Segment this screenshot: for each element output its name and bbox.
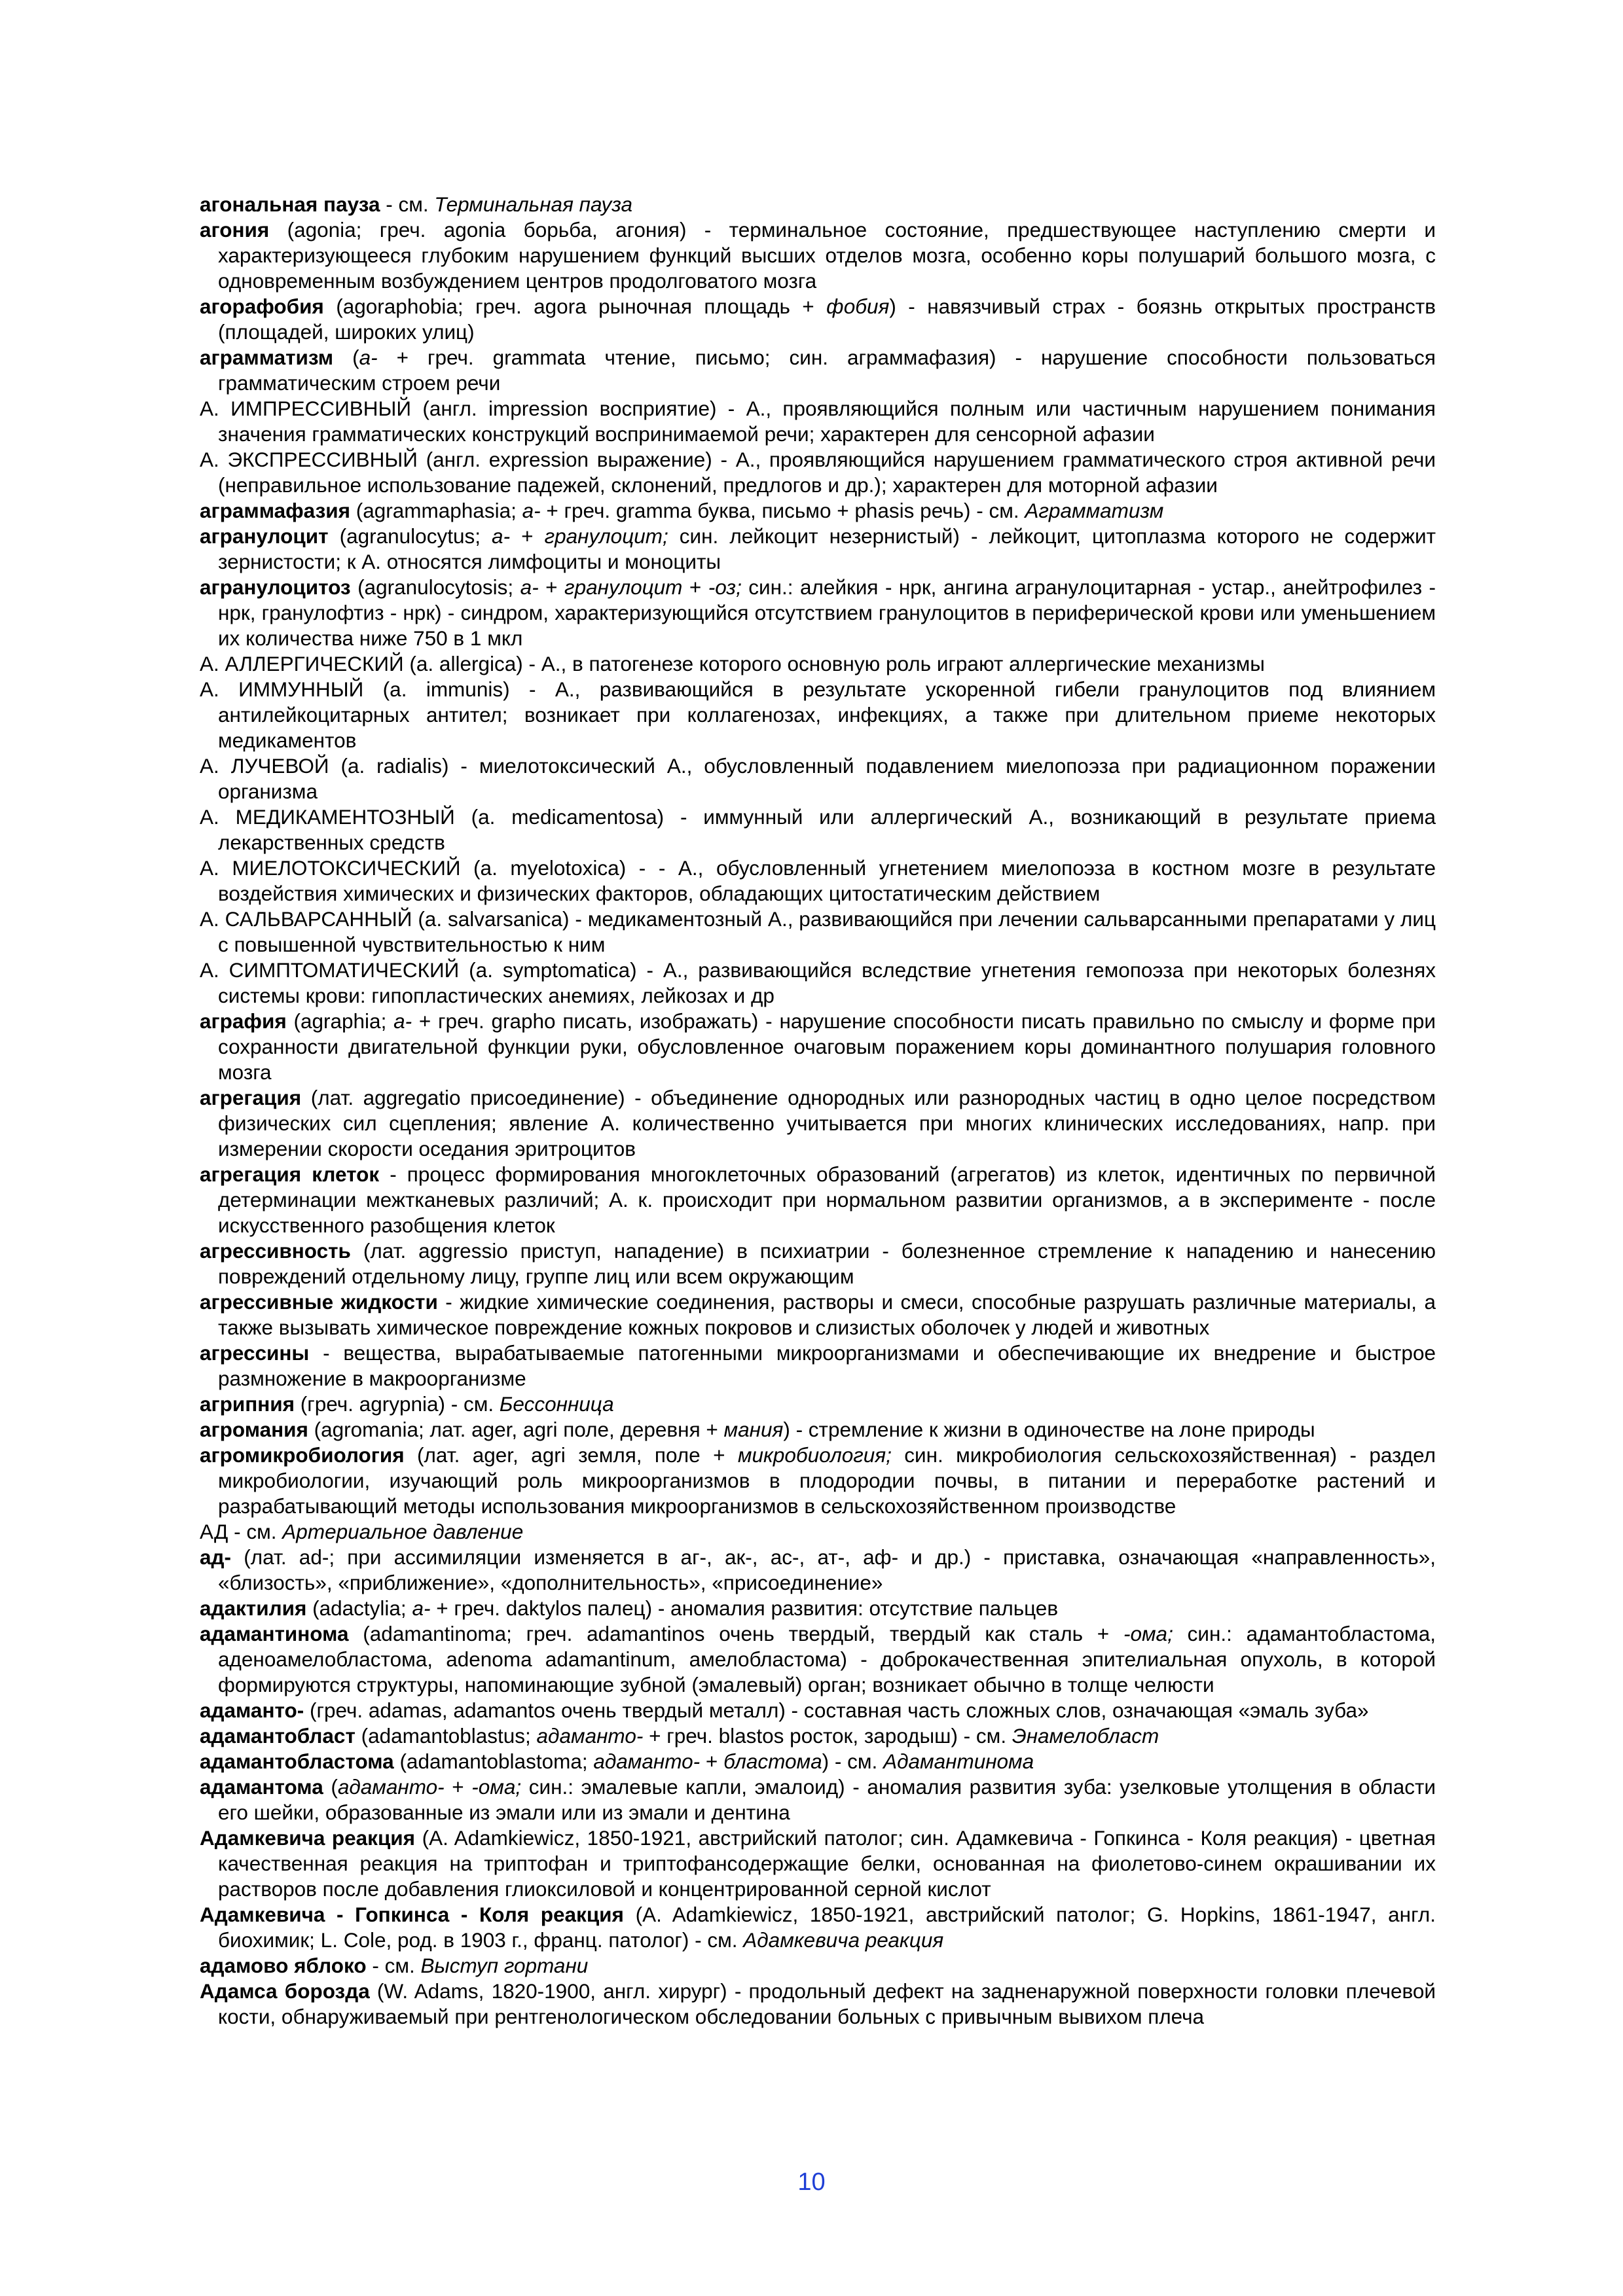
entry-reference: а- <box>522 499 541 522</box>
entry-reference: Выступ гортани <box>420 1954 589 1977</box>
entry-text: (лат. aggressio приступ, нападение) в психиатрии - болезненное стремление к нападению и нанесению повреждений отдельному лицу, группе лиц или всем окружающим <box>218 1239 1436 1288</box>
entry-text: - вещества, вырабатываемые патогенными микроорганизмами и обеспечивающие их внедрение и быстрое размножение в макроорганизме <box>218 1341 1436 1390</box>
entry-reference: адаманто- <box>337 1775 445 1799</box>
entry-text: ( <box>333 346 359 369</box>
entry-text: - см. <box>380 192 435 216</box>
entry-term: адамантинома <box>200 1622 349 1645</box>
dictionary-entry <box>200 958 1436 1009</box>
entry-term: аграфия <box>200 1009 287 1033</box>
entry-text: + <box>444 1775 472 1799</box>
entry-term: Адамкевича - Гопкинса - Коля реакция <box>200 1903 624 1926</box>
dictionary-entry <box>200 651 1436 677</box>
entry-text: син.: алейкия - нрк, ангина агранулоцитарная - устар., анейтрофилез - нрк, гранулофтиз - нрк) - синдром, характеризующийся отсутствием гранулоцитов в периферической крови или уменьшением их количества ниже 750 в 1 мкл <box>218 575 1436 650</box>
dictionary-entries <box>200 192 1436 2030</box>
entry-reference: Адамантинома <box>883 1749 1034 1773</box>
entry-text: + <box>538 575 565 599</box>
entry-reference: а- <box>393 1009 412 1033</box>
entry-text: ) - навязчивый страх - боязнь открытых пространств (площадей, широких улиц) <box>218 295 1436 344</box>
dictionary-entry <box>200 677 1436 753</box>
dictionary-entry <box>200 906 1436 958</box>
entry-text: ) - стремление к жизни в одиночестве на лоне природы <box>783 1418 1315 1441</box>
dictionary-entry <box>200 1621 1436 1698</box>
entry-text: + греч. blastos росток, зародыш) - см. <box>643 1724 1012 1748</box>
dictionary-entry <box>200 1902 1436 1953</box>
entry-text: А. ИММУННЫЙ (a. immunis) - А., развивающийся в результате ускоренной гибели гранулоцитов под влиянием антилейкоцитарных антител; возникает при коллагенозах, инфекциях, а также при длительном приеме некоторых медикаментов <box>200 677 1436 752</box>
entry-reference: адаманто- <box>536 1724 644 1748</box>
entry-text: (agonia; греч. agonia борьба, агония) - терминальное состояние, предшествующее наступлению смерти и характеризующееся глубоким нарушением функций высших отделов мозга, особенно коры полушарий большого мозга, с одновременным возбуждением центров продолговатого мозга <box>218 218 1436 293</box>
dictionary-entry <box>200 524 1436 575</box>
entry-text: (agromania; лат. ager, agri поле, деревня + <box>308 1418 724 1441</box>
page-number: 10 <box>797 2168 826 2196</box>
entry-text: (A. Adamkiewicz, 1850-1921, австрийский патолог; G. Hopkins, 1861-1947, англ. биохимик; L. Cole, род. в 1903 г., франц. патолог) - см. <box>218 1903 1436 1952</box>
dictionary-entry <box>200 1698 1436 1723</box>
dictionary-entry <box>200 294 1436 345</box>
dictionary-entry <box>200 1825 1436 1902</box>
dictionary-entry <box>200 1162 1436 1238</box>
dictionary-entry <box>200 1289 1436 1340</box>
dictionary-entry <box>200 1519 1436 1545</box>
entry-term: агранулоцит <box>200 524 329 548</box>
entry-text: ( <box>323 1775 338 1799</box>
entry-term: аграммафазия <box>200 499 350 522</box>
entry-text: син.: адамантобластома, аденоамелобластома, adenoma adamantinum, амелобластома) - доброкачественная эпителиальная опухоль, в которой формируются структуры, напоминающие зубной (эмалевый) орган; возникает обычно в толще челюсти <box>218 1622 1436 1696</box>
entry-text: - см. <box>366 1954 421 1977</box>
entry-text: (agraphia; <box>286 1009 394 1033</box>
entry-reference: фобия <box>826 295 890 318</box>
entry-reference: а- <box>492 524 511 548</box>
entry-term: Адамкевича реакция <box>200 1826 416 1850</box>
entry-text: (agranulocytus; <box>328 524 492 548</box>
dictionary-entry <box>200 1979 1436 2030</box>
entry-reference: -ома; <box>471 1775 522 1799</box>
entry-text: А. ЭКСПРЕССИВНЫЙ (англ. expression выражение) - А., проявляющийся нарушением грамматического строя активной речи (неправильное использование падежей, склонений, предлогов и др.); характерен для моторной афазии <box>200 448 1436 497</box>
entry-text: (adamantinoma; греч. adamantinos очень твердый, твердый как сталь + <box>348 1622 1123 1645</box>
dictionary-entry <box>200 498 1436 524</box>
entry-term: адактилия <box>200 1596 307 1620</box>
entry-text: - жидкие химические соединения, растворы и смеси, способные разрушать различные материалы, а также вызывать химическое повреждение кожных покровов и слизистых оболочек у людей и животных <box>218 1290 1436 1339</box>
entry-text: (A. Adamkiewicz, 1850-1921, австрийский патолог; син. Адамкевича - Гопкинса - Коля реакция) - цветная качественная реакция на триптофан и триптофансодержащие белки, основанная на фиолетово-синем окрашивании их растворов после добавления глиоксиловой и концентрированной серной кислот <box>218 1826 1436 1901</box>
dictionary-entry <box>200 1545 1436 1596</box>
entry-term: агрегация клеток <box>200 1162 380 1186</box>
entry-text: (греч. agrypnia) - см. <box>295 1392 500 1416</box>
entry-reference: Аграмматизм <box>1025 499 1164 522</box>
entry-text: А. АЛЛЕРГИЧЕСКИЙ (a. allergica) - А., в патогенезе которого основную роль играют аллергические механизмы <box>200 652 1265 675</box>
entry-text: АД - см. <box>200 1520 283 1543</box>
entry-term: адамантобласт <box>200 1724 356 1748</box>
entry-text: син. микробиология сельскохозяйственная) - раздел микробиологии, изучающий роль микроорганизмов в плодородии почвы, в питании и переработке растений и разрабатывающий методы использования микроорганизмов в сельскохозяйственном производстве <box>218 1443 1436 1518</box>
entry-text: А. СИМПТОМАТИЧЕСКИЙ (a. symptomatica) - А., развивающийся вследствие угнетения гемопоэза при некоторых болезнях системы крови: гипопластических анемиях, лейкозах и др <box>200 958 1436 1007</box>
entry-reference: -ома; <box>1123 1622 1173 1645</box>
entry-reference: а- <box>359 346 378 369</box>
entry-term: агромания <box>200 1418 308 1441</box>
entry-term: адамово яблоко <box>200 1954 367 1977</box>
entry-text: (agrammaphasia; <box>350 499 522 522</box>
entry-reference: гранулоцит <box>564 575 683 599</box>
dictionary-entry <box>200 1953 1436 1979</box>
entry-term: адамантома <box>200 1775 323 1799</box>
entry-text: А. ЛУЧЕВОЙ (a. radialis) - миелотоксический А., обусловленный подавлением миелопоэза при радиационном поражении организма <box>200 754 1436 803</box>
entry-term: агромикробиология <box>200 1443 405 1467</box>
dictionary-entry <box>200 1443 1436 1519</box>
entry-reference: Адамкевича реакция <box>743 1928 944 1952</box>
entry-text: + <box>700 1749 724 1773</box>
entry-term: аграмматизм <box>200 346 334 369</box>
entry-reference: микробиология; <box>737 1443 892 1467</box>
entry-text: - процесс формирования многоклеточных образований (агрегатов) из клеток, идентичных по первичной детерминации межтканевых различий; А. к. происходит при нормальном развитии организмов, а в эксперименте - после искусственного разобщения клеток <box>218 1162 1436 1237</box>
entry-reference: Терминальная пауза <box>434 192 633 216</box>
entry-reference: бластома <box>723 1749 822 1773</box>
entry-text: А. САЛЬВАРСАННЫЙ (a. salvarsanica) - медикаментозный А., развивающийся при лечении сальварсанными препаратами у лиц с повышенной чувствительностью к ним <box>200 907 1436 956</box>
entry-text: + греч. gramma буква, письмо + phasis речь) - см. <box>540 499 1025 522</box>
entry-term: адамантобластома <box>200 1749 394 1773</box>
entry-term: агрипния <box>200 1392 295 1416</box>
entry-text: (лат. aggregatio присоединение) - объединение однородных или разнородных частиц в одно целое посредством физических сил сцепления; явление А. количественно учитывается при многих клинических исследованиях, напр. при измерении скорости оседания эритроцитов <box>218 1086 1436 1160</box>
entry-reference: Энамелобласт <box>1012 1724 1159 1748</box>
entry-reference: Бессонница <box>499 1392 614 1416</box>
entry-reference: мания <box>723 1418 784 1441</box>
entry-term: агрегация <box>200 1086 302 1109</box>
entry-term: ад- <box>200 1545 232 1569</box>
dictionary-entry <box>200 1085 1436 1162</box>
entry-text: (adactylia; <box>306 1596 412 1620</box>
entry-reference: адаманто- <box>593 1749 701 1773</box>
entry-text: (agranulocytosis; <box>350 575 520 599</box>
entry-text: + <box>682 575 708 599</box>
entry-text: А. ИМПРЕССИВНЫЙ (англ. impression восприятие) - А., проявляющийся полным или частичным нарушением понимания значения грамматических конструкций воспринимаемой речи; характерен для сенсорной афазии <box>200 397 1436 446</box>
dictionary-entry <box>200 804 1436 855</box>
dictionary-entry <box>200 575 1436 651</box>
dictionary-entry <box>200 1774 1436 1825</box>
entry-text: (лат. ager, agri земля, поле + <box>404 1443 738 1467</box>
dictionary-entry <box>200 1238 1436 1289</box>
entry-text: (лат. ad-; при ассимиляции изменяется в аг-, ак-, ас-, ат-, аф- и др.) - приставка, означающая «направленность», «близость», «приближение», «дополнительность», «присоединение» <box>218 1545 1436 1594</box>
entry-text: А. МЕДИКАМЕНТОЗНЫЙ (a. medicamentosa) - иммунный или аллергический А., возникающий в результате приема лекарственных средств <box>200 805 1436 854</box>
entry-text: (agoraphobia; греч. agora рыночная площадь + <box>323 295 827 318</box>
entry-term: агорафобия <box>200 295 324 318</box>
entry-reference: а- <box>520 575 539 599</box>
dictionary-entry <box>200 753 1436 804</box>
entry-reference: Артериальное давление <box>282 1520 524 1543</box>
entry-reference: а- <box>412 1596 431 1620</box>
entry-text: (adamantoblastoma; <box>393 1749 594 1773</box>
dictionary-entry <box>200 1417 1436 1443</box>
dictionary-entry <box>200 217 1436 294</box>
dictionary-entry <box>200 1723 1436 1749</box>
entry-term: Адамса борозда <box>200 1979 370 2003</box>
entry-text: + <box>510 524 545 548</box>
dictionary-entry <box>200 1340 1436 1391</box>
entry-text: (adamantoblastus; <box>355 1724 537 1748</box>
dictionary-entry <box>200 855 1436 906</box>
entry-term: агрессивность <box>200 1239 351 1263</box>
dictionary-entry <box>200 192 1436 217</box>
entry-text: ) - см. <box>822 1749 884 1773</box>
dictionary-entry <box>200 1391 1436 1417</box>
entry-term: агония <box>200 218 270 242</box>
entry-term: агранулоцитоз <box>200 575 351 599</box>
entry-text: (греч. adamas, adamantos очень твердый металл) - составная часть сложных слов, означающая «эмаль зуба» <box>304 1698 1369 1722</box>
dictionary-entry <box>200 447 1436 498</box>
dictionary-entry <box>200 345 1436 396</box>
dictionary-entry <box>200 396 1436 447</box>
dictionary-entry <box>200 1596 1436 1621</box>
dictionary-entry <box>200 1009 1436 1085</box>
entry-term: адаманто- <box>200 1698 304 1722</box>
entry-reference: -оз; <box>708 575 742 599</box>
entry-term: агрессины <box>200 1341 310 1365</box>
entry-reference: гранулоцит; <box>544 524 668 548</box>
entry-text: А. МИЕЛОТОКСИЧЕСКИЙ (a. myelotoxica) - - А., обусловленный угнетением миелопоэза в костном мозге в результате воздействия химических и физических факторов, обладающих цитостатическим действием <box>200 856 1436 905</box>
entry-text: (W. Adams, 1820-1900, англ. хирург) - продольный дефект на задненаружной поверхности головки плечевой кости, обнаруживаемый при рентгенологическом обследовании больных с привычным вывихом плеча <box>218 1979 1436 2028</box>
entry-term: агрессивные жидкости <box>200 1290 438 1314</box>
entry-text: + греч. daktylos палец) - аномалия развития: отсутствие пальцев <box>430 1596 1059 1620</box>
entry-text: + греч. grammata чтение, письмо; син. аграммафазия) - нарушение способности пользоваться грамматическим строем речи <box>218 346 1436 395</box>
entry-text: син.: эмалевые капли, эмалоид) - аномалия развития зуба: узелковые утолщения в области его шейки, образованные из эмали или из эмали и дентина <box>218 1775 1436 1824</box>
entry-text: + греч. grapho писать, изображать) - нарушение способности писать правильно по смыслу и форме при сохранности двигательной функции руки, обусловленное очаговым поражением коры доминантного полушария головного мозга <box>218 1009 1436 1084</box>
entry-term: агональная пауза <box>200 192 380 216</box>
entry-text: син. лейкоцит незернистый) - лейкоцит, цитоплазма которого не содержит зернистости; к А. относятся лимфоциты и моноциты <box>218 524 1436 573</box>
dictionary-entry <box>200 1749 1436 1774</box>
